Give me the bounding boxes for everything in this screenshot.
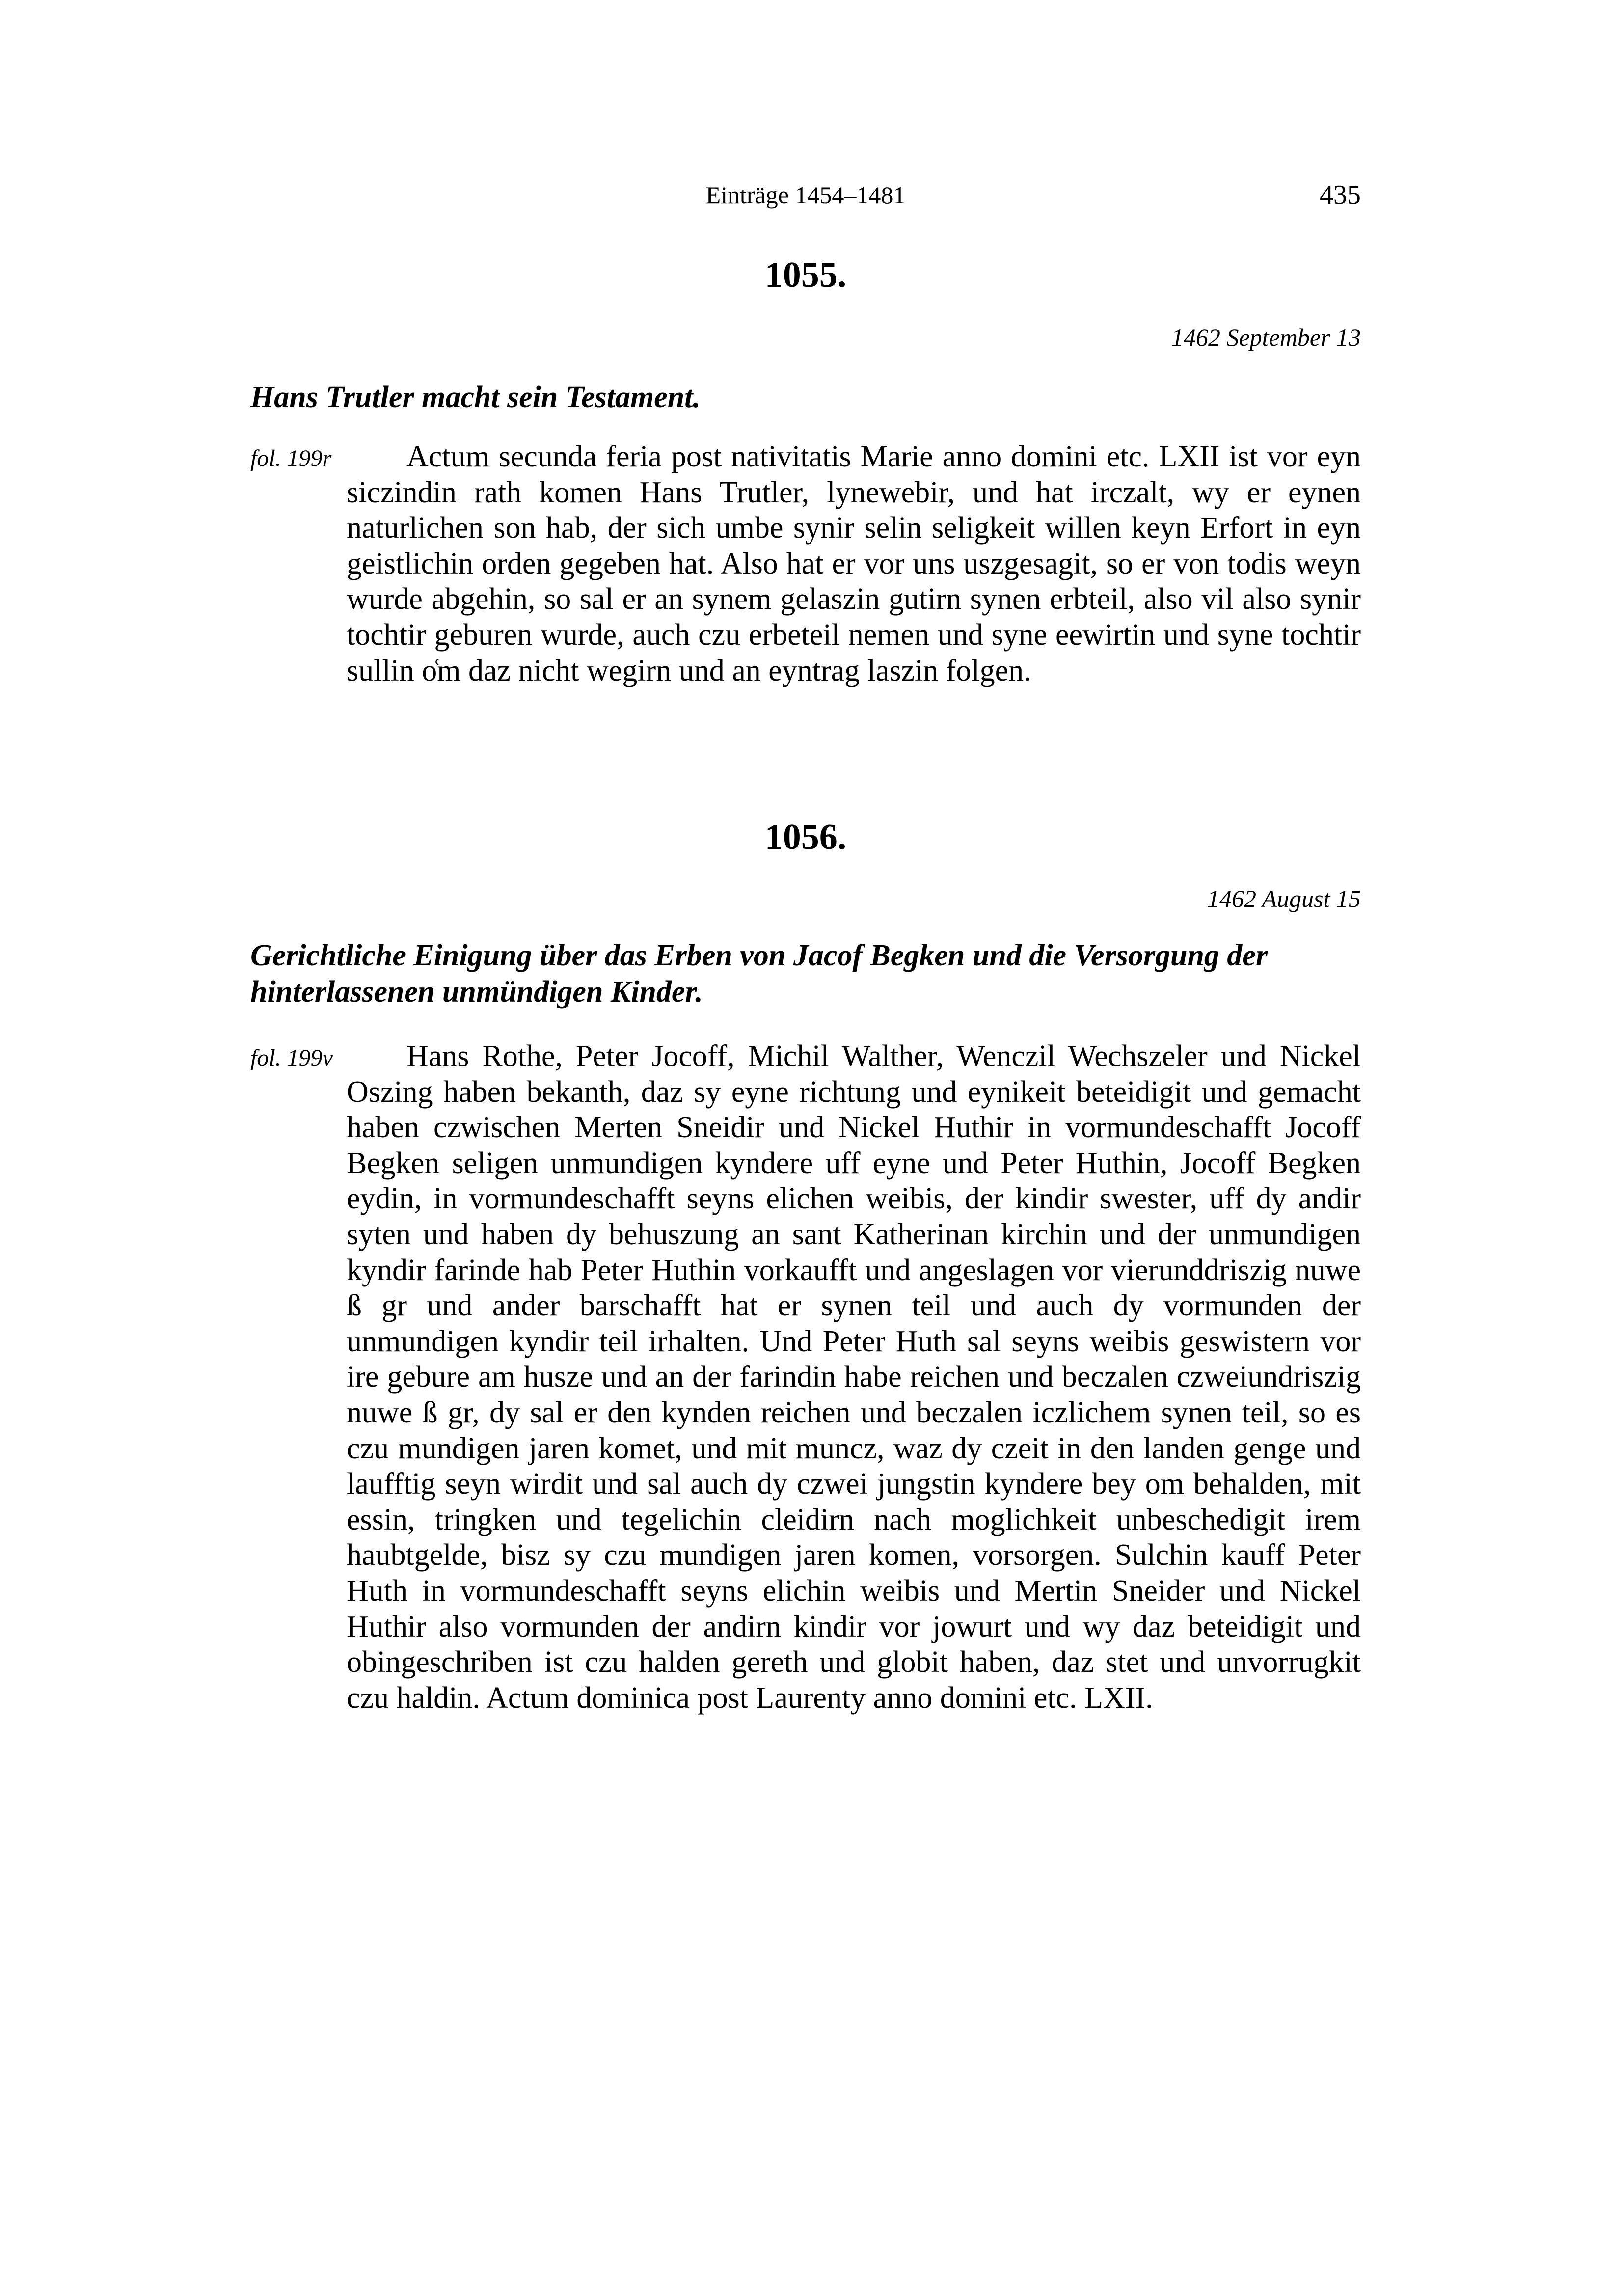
- folio-reference: fol. 199v: [250, 1045, 333, 1071]
- entry-text: Hans Rothe, Peter Jocoff, Michil Walther, Wenczil Wechszeler und Nickel Oszing haben bekanth, daz sy eyne richtung und eynikeit beteidigit und gemacht haben czwischen Merten Sneidir und Nickel Huthir in vormundeschafft Jocoff Begken seligen unmundigen kyndere uff eyne und Peter Huthin, Jocoff Begken eydin, in vormundeschafft seyns elichen weibis, der kindir swester, uff dy andir syten und haben dy behuszung an sant Katherinan kirchin und der unmundigen kyndir farinde hab Peter Huthin vorkaufft und angeslagen vor vierunddriszig nuwe ß gr und ander barschafft hat er synen teil und auch dy vormunden der unmundigen kyndir teil irhalten. Und Peter Huth sal seyns weibis geswistern vor ire gebure am husze und an der farindin habe reichen und beczalen czweiundriszig nuwe ß gr, dy sal er den kynden reichen und beczalen iczlichem synen teil, so es czu mundigen jaren komet, und mit muncz, waz dy czeit in den landen genge und laufftig seyn wirdit und sal auch dy czwei jungstin kyndere bey om behalden, mit essin, tringken und tegelichin cleidirn nach moglichkeit unbeschedigit irem haubtgelde, bisz sy czu mundigen jaren komen, vorsorgen. Sulchin kauff Peter Huth in vormundeschafft seyns elichin weibis und Mertin Sneider und Nickel Huthir also vormunden der andirn kindir vor jowurt und wy daz beteidigit und obingeschriben ist czu halden gereth und globit haben, daz stet und unvorrugkit czu haldin. Actum dominica post Laurenty anno domini etc. LXII.: [347, 1039, 1361, 1715]
- entry-date: 1462 September 13: [1171, 324, 1361, 351]
- entry-number: 1056.: [764, 817, 847, 857]
- running-head: [250, 178, 1361, 212]
- running-title: Einträge 1454–1481: [705, 181, 906, 209]
- page-number: 435: [1320, 180, 1361, 210]
- entry-text: Actum secunda feria post nativitatis Marie anno domini etc. LXII ist vor eyn siczindin rath komen Hans Trutler, lynewebir, und hat irczalt, wy er eynen naturlichen son hab, der sich umbe synir selin seligkeit willen keyn Erfort in eyn geistlichin orden gegeben hat. Also hat er vor uns uszgesagit, so er von todis weyn wurde abgehin, so sal er an synem gelaszin gutirn synen erbteil, also vil also synir tochtir geburen wurde, auch czu erbeteil nemen und syne eewirtin und syne tochtir sullin o͑m daz nicht wegirn und an eyntrag laszin folgen.: [347, 440, 1361, 687]
- entry-heading: Hans Trutler macht sein Testament.: [250, 381, 701, 414]
- folio-reference: fol. 199r: [250, 445, 332, 471]
- entry-heading: Gerichtliche Einigung über das Erben von Jacof Begken und die Versorgung der hinterlassenen unmündigen Kinder.: [250, 939, 1268, 1009]
- entry-date: 1462 August 15: [1207, 885, 1361, 912]
- entry-number: 1055.: [764, 255, 847, 295]
